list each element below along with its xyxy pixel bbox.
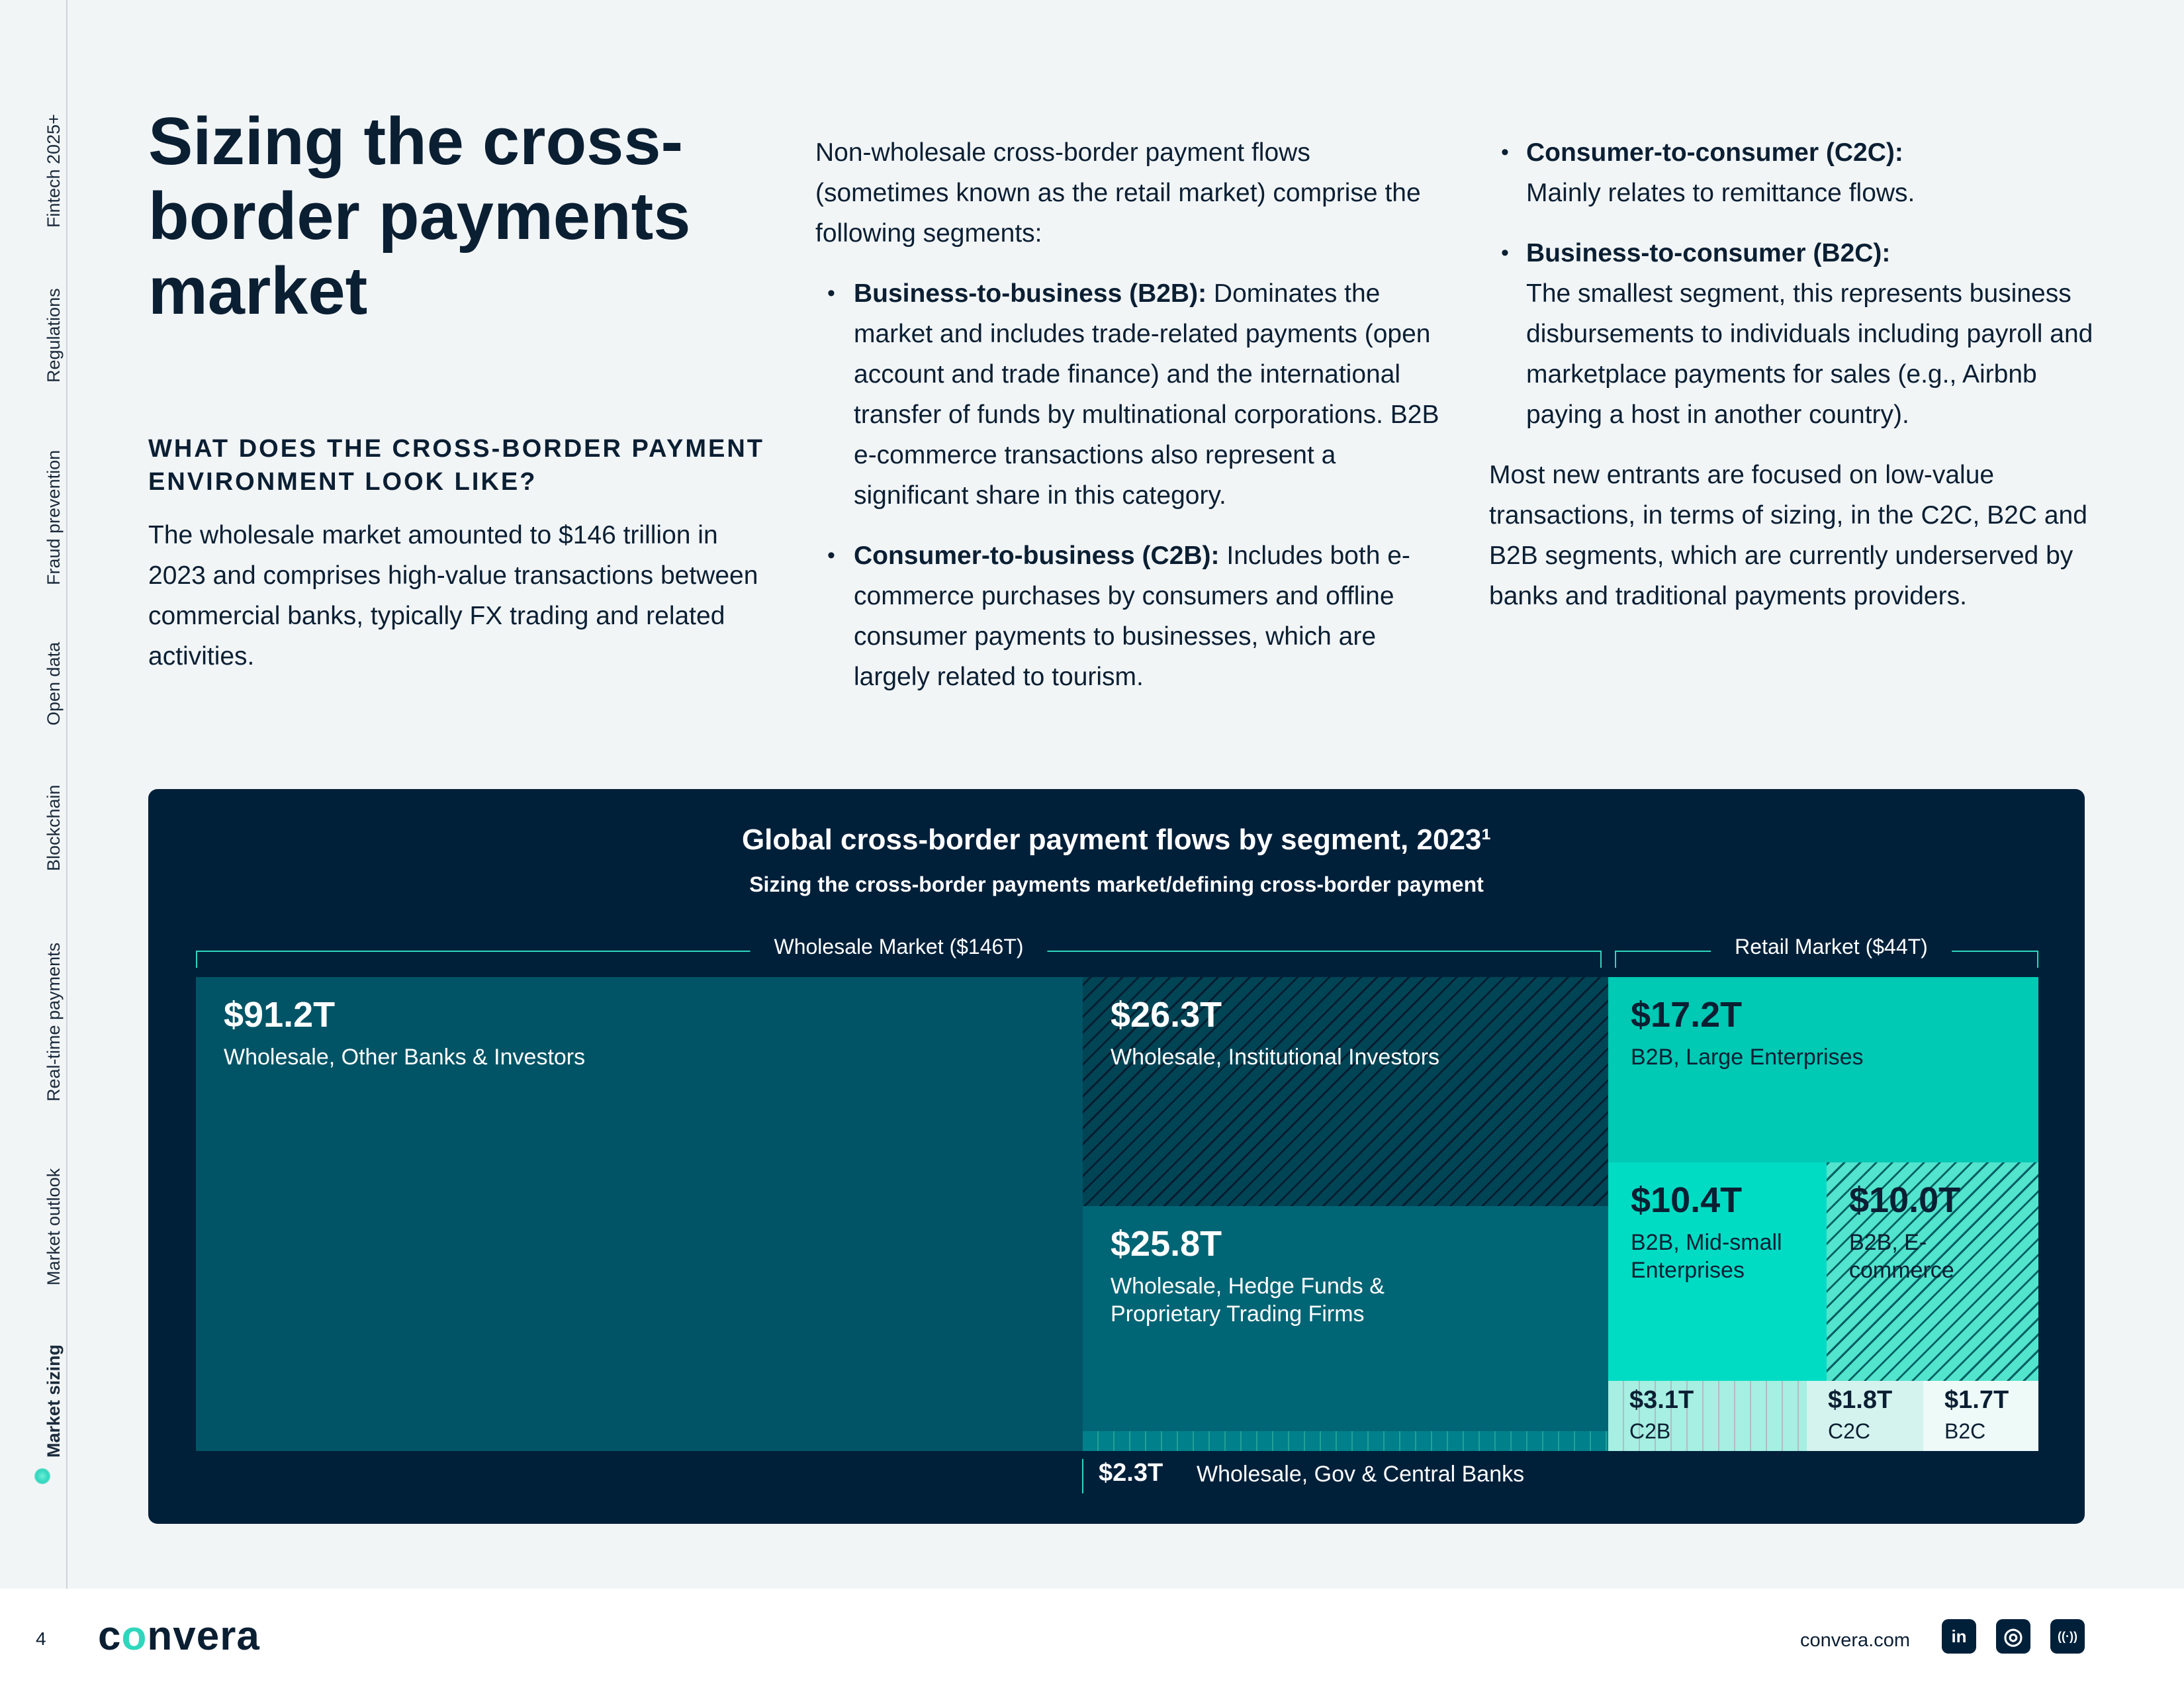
instagram-icon[interactable]: ◎ <box>1996 1619 2030 1654</box>
tile-label: Wholesale, Hedge Funds & Proprietary Trading Firms <box>1111 1274 1385 1327</box>
convera-logo[interactable]: convera <box>98 1613 260 1659</box>
site-link[interactable]: convera.com <box>1800 1630 1911 1651</box>
list-item <box>815 273 1451 516</box>
tile-value: $10.0T <box>1849 1180 1961 1220</box>
tile-wholesale-institutional <box>1083 977 1608 1206</box>
segment-desc: Mainly relates to remittance flows. <box>1526 179 1915 207</box>
chart-panel <box>148 789 2085 1524</box>
tile-label: Wholesale, Other Banks & Investors <box>224 1045 586 1070</box>
tile-c2c <box>1807 1381 1923 1451</box>
tile-label: B2B, E-commerce <box>1849 1230 1954 1283</box>
tile-value: $1.7T <box>1944 1386 2009 1414</box>
tile-label: C2C <box>1828 1419 1871 1443</box>
podcast-icon[interactable]: ((·)) <box>2050 1619 2085 1654</box>
list-item <box>815 536 1451 697</box>
nav-item-blockchain[interactable]: Blockchain <box>44 784 64 871</box>
retail-market-label: Retail Market ($44T) <box>1711 935 1952 959</box>
tile-label: C2B <box>1629 1419 1671 1443</box>
nav-item-fintech[interactable]: Fintech 2025+ <box>44 114 64 228</box>
segment-term: Business-to-consumer (B2C): <box>1526 239 1891 267</box>
tile-wholesale-hedge-funds <box>1083 1206 1608 1431</box>
nav-item-market-outlook[interactable]: Market outlook <box>44 1168 64 1286</box>
tile-b2b-large <box>1608 977 2038 1162</box>
tile-b2c <box>1923 1381 2038 1451</box>
tile-value: $17.2T <box>1631 995 1743 1035</box>
tile-value: $10.4T <box>1631 1180 1743 1220</box>
segments-list <box>815 273 1451 697</box>
closing-paragraph: Most new entrants are focused on low-value transactions, in terms of sizing, in the C2C, B2C and B2B segments, which are currently underserved by banks and traditional payments providers. <box>1489 461 2087 610</box>
segment-desc: Dominates the market and includes trade-related payments (open account and trade finance) and the international transfer of funds by multinational corporations. B2B e-commerce transactions also represent a significant share in this category. <box>854 279 1439 510</box>
logo-accent: o <box>121 1613 148 1659</box>
column-segments-2 <box>1489 132 2098 616</box>
tile-label: B2B, Large Enterprises <box>1631 1045 1864 1070</box>
lead-paragraph: The wholesale market amounted to $146 trillion in 2023 and comprises high-value transactions between commercial banks, typically FX trading and related activities. <box>148 521 758 671</box>
tile-label: Wholesale, Institutional Investors <box>1111 1045 1440 1070</box>
tile-b2b-mid-small <box>1608 1162 1827 1381</box>
linkedin-icon[interactable]: in <box>1942 1619 1976 1654</box>
segments-intro: Non-wholesale cross-border payment flows (sometimes known as the retail market) comprise the following segments: <box>815 138 1421 248</box>
gov-central-banks-label: Wholesale, Gov & Central Banks <box>1197 1462 1525 1487</box>
tile-c2b <box>1608 1381 1807 1451</box>
chart-title: Global cross-border payment flows by segment, 2023¹ <box>741 823 1492 856</box>
gov-central-banks-value: $2.3T <box>1099 1459 1163 1487</box>
tile-b2b-ecommerce <box>1827 1162 2038 1381</box>
list-item <box>1489 132 2098 213</box>
nav-item-open-data[interactable]: Open data <box>44 641 64 726</box>
nav-item-regulations[interactable]: Regulations <box>44 288 64 383</box>
wholesale-market-label: Wholesale Market ($146T) <box>750 935 1047 959</box>
tile-label: B2B, Mid-small Enterprises <box>1631 1230 1782 1283</box>
tile-value: $1.8T <box>1828 1386 1893 1414</box>
page-title: Sizing the cross-border payments market <box>148 105 691 328</box>
segment-term: Consumer-to-consumer (C2C): <box>1526 138 1903 167</box>
tile-wholesale-other-banks <box>196 977 1083 1451</box>
tile-value: $91.2T <box>224 995 336 1035</box>
nav-item-fraud-prevention[interactable]: Fraud prevention <box>44 449 64 585</box>
gov-callout-line <box>1082 1459 1083 1493</box>
chart-subtitle: Sizing the cross-border payments market/defining cross-border payment <box>749 872 1484 896</box>
segment-desc: The smallest segment, this represents business disbursements to individuals including payroll and marketplace payments for sales (e.g., Airbnb paying a host in another country). <box>1526 279 2093 429</box>
segments-list-2 <box>1489 132 2098 435</box>
column-segments-1 <box>815 132 1451 717</box>
tile-value: $25.8T <box>1111 1224 1222 1264</box>
tile-wholesale-gov-central-banks <box>1083 1431 1608 1451</box>
section-subhead: WHAT DOES THE CROSS-BORDER PAYMENT ENVIRONMENT LOOK LIKE? <box>148 435 765 496</box>
nav-item-real-time-payments[interactable]: Real-time payments <box>44 942 64 1102</box>
tile-label: B2C <box>1944 1419 1986 1443</box>
side-navigation <box>0 0 68 1589</box>
page-number: 4 <box>36 1628 46 1649</box>
tile-value: $3.1T <box>1629 1386 1694 1414</box>
page-footer <box>0 1589 2184 1688</box>
segment-term: Consumer-to-business (C2B): <box>854 541 1220 570</box>
tile-value: $26.3T <box>1111 995 1222 1035</box>
segment-term: Business-to-business (B2B): <box>854 279 1207 308</box>
segment-desc: Includes both e-commerce purchases by consumers and offline consumer payments to businesses, which are largely related to tourism. <box>854 541 1410 691</box>
nav-item-market-sizing[interactable]: Market sizing <box>44 1344 64 1458</box>
list-item <box>1489 233 2098 435</box>
active-indicator-dot <box>34 1468 50 1484</box>
